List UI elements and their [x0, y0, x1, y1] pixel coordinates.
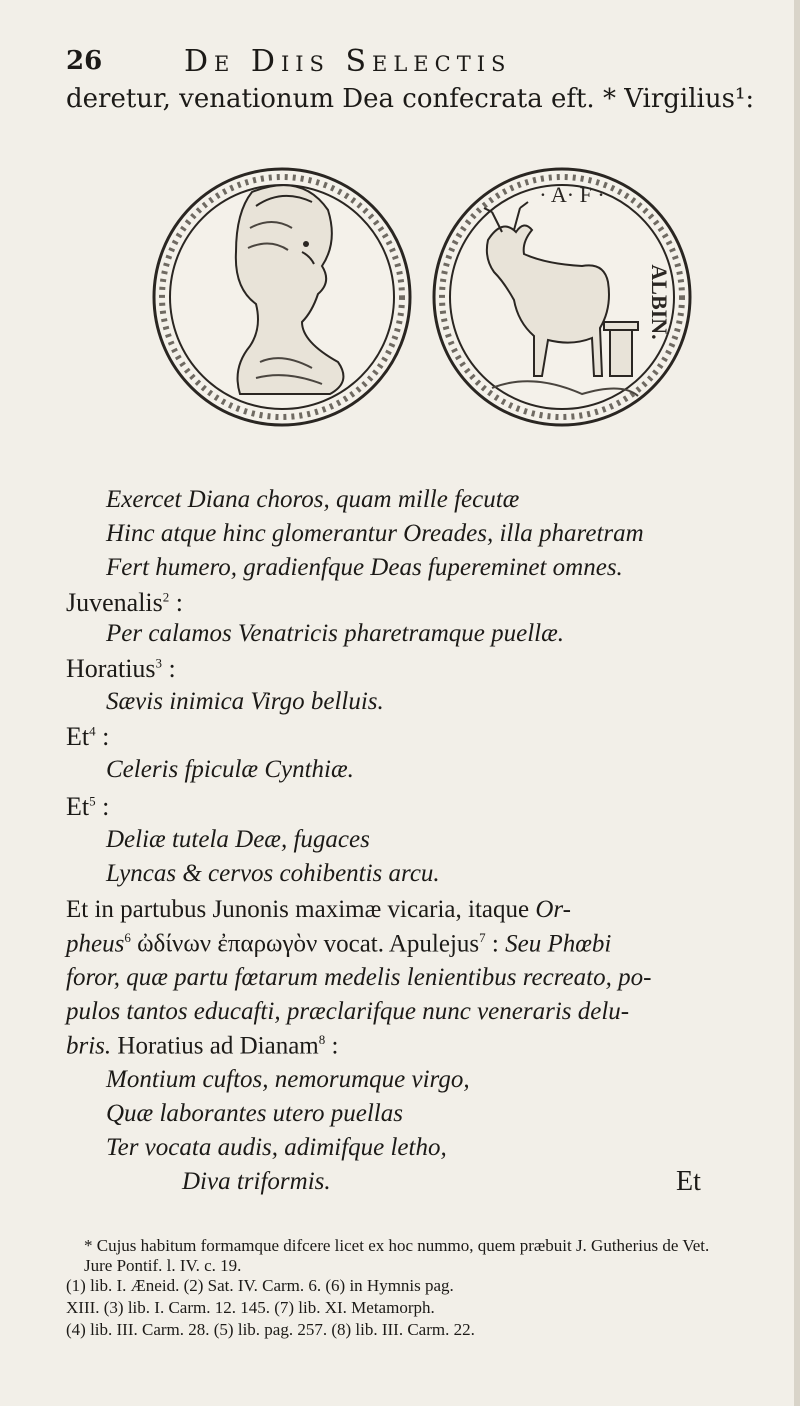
prose-line: bris. Horatius ad Dianam$^8$ : [66, 1032, 339, 1060]
verse-line: Ter vocata audis, adimifque letho, [106, 1134, 447, 1161]
prose-line: foror, quæ partu fœtarum medelis lenientibus recreato, po- [66, 964, 652, 991]
verse-line: Per calamos Venatricis pharetramque puellæ. [106, 620, 565, 647]
verse-line: Sævis inimica Virgo belluis. [106, 688, 384, 715]
coin-legend-top: · A· F · [539, 182, 605, 207]
verse-line: Hinc atque hinc glomerantur Oreades, illa pharetram [106, 520, 644, 547]
verse-line: Quæ laborantes utero puellas [106, 1100, 403, 1127]
note-row: XIII. (3) lib. I. Carm. 12. 145. (7) lib. XI. Metamorph. [66, 1298, 435, 1317]
verse-line: Deliæ tutela Deæ, fugaces [106, 826, 370, 853]
author-reference: Juvenalis$^2$ : [66, 588, 183, 617]
author-reference: Et$^4$ : [66, 722, 110, 751]
note-row: (1) lib. I. Æneid. (2) Sat. IV. Carm. 6. (6) in Hymnis pag. [66, 1276, 454, 1295]
coin-legend-right: ALBIN. [647, 264, 672, 340]
verse-line: Lyncas & cervos cohibentis arcu. [106, 860, 440, 887]
running-title: De Diis Selectis [184, 44, 512, 79]
prose-line: Et in partubus Junonis maximæ vicaria, itaque Or- [66, 896, 571, 923]
verse-line: Fert humero, gradienfque Deas fupereminet omnes. [106, 554, 623, 581]
catchword: Et [676, 1166, 701, 1197]
coin-illustration [152, 132, 692, 462]
notes-block [66, 1276, 746, 1342]
opening-line: deretur, venationum Dea confecrata eft. * Virgilius¹: [66, 84, 755, 114]
author-reference: Et$^5$ : [66, 792, 110, 821]
page-header [66, 46, 726, 86]
note-row: (4) lib. III. Carm. 28. (5) lib. pag. 257. (8) lib. III. Carm. 22. [66, 1320, 475, 1339]
verse-line: Celeris fpiculæ Cynthiæ. [106, 756, 354, 783]
verse-line: Exercet Diana choros, quam mille fecutæ [106, 486, 520, 513]
footnote: * Cujus habitum formamque difcere licet ex hoc nummo, quem præbuit J. Gutherius de Vet. Jure Pontif. l. IV. c. 19. [84, 1236, 710, 1275]
verse-line: Montium cuftos, nemorumque virgo, [106, 1066, 470, 1093]
verse-line: Diva triformis. [182, 1168, 331, 1195]
prose-line: pulos tantos educafti, præclarifque nunc veneraris delu- [66, 998, 630, 1025]
page-edge [794, 0, 800, 1406]
prose-line: pheus$^6$ ὠδίνων ἐπαρωγὸν vocat. Apulejus$^7$ : Seu Phœbi [66, 930, 612, 958]
coin-reverse [434, 169, 690, 425]
page-number: 26 [66, 46, 103, 76]
author-reference: Horatius$^3$ : [66, 654, 176, 683]
coin-obverse [154, 169, 410, 425]
